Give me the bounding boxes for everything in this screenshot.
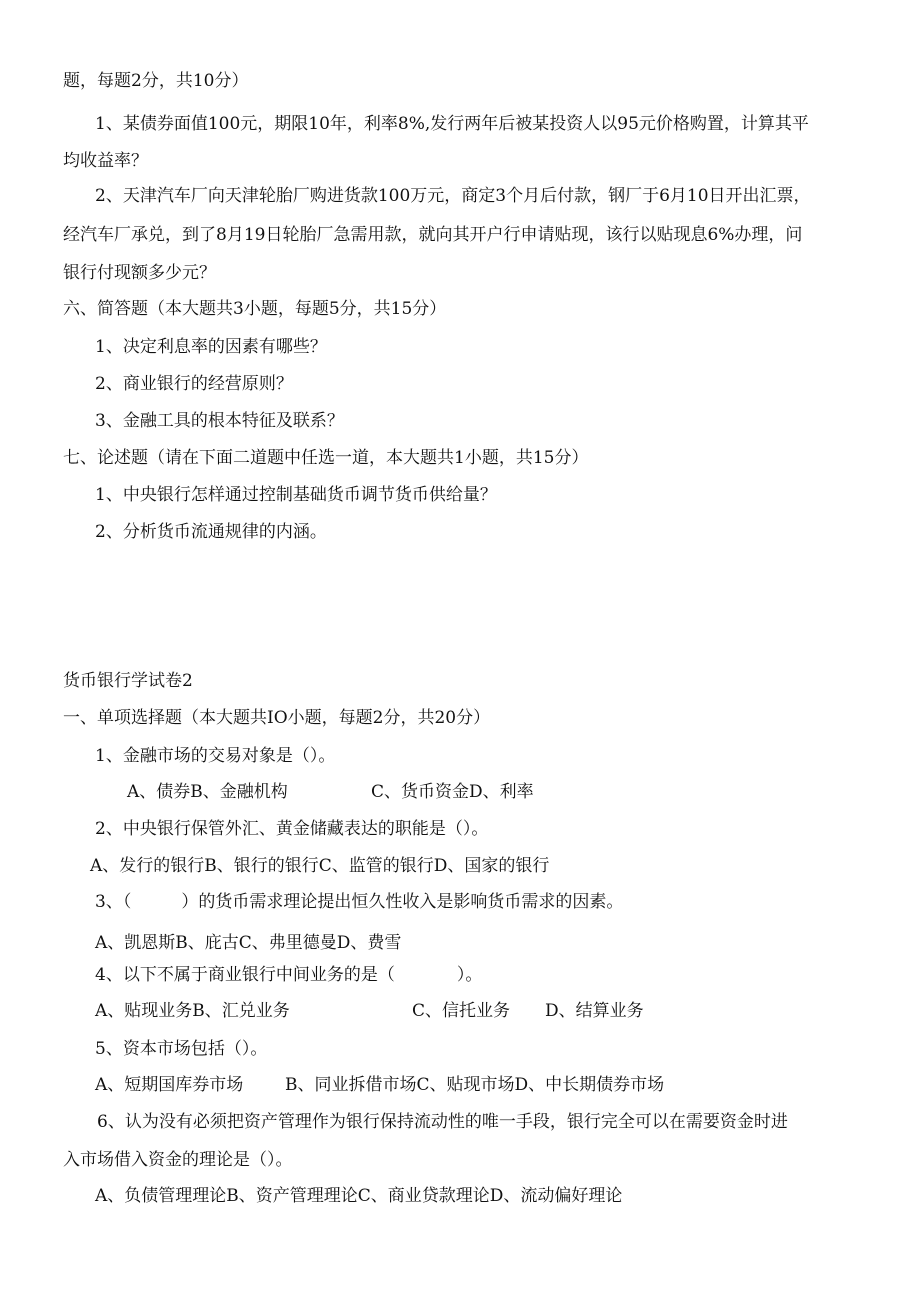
mc-question-4-option-d: D、结算业务 [545, 1001, 644, 1021]
section-6-title: 六、简答题（本大题共3小题，每题5分，共15分） [63, 299, 447, 319]
mc-question-6-line-2: 入市场借入资金的理论是（）。 [63, 1150, 293, 1170]
mc-question-1: 1、金融市场的交易对象是（）。 [95, 746, 336, 766]
mc-question-4-end: ）。 [456, 965, 483, 985]
mc-question-4-options-a-b: A、贴现业务B、汇兑业务 [95, 1001, 290, 1021]
short-answer-question-3: 3、金融工具的根本特征及联系？ [95, 411, 344, 431]
calc-question-1-line-2: 均收益率？ [63, 151, 148, 171]
mc-question-4 [95, 964, 482, 986]
mc-question-2-options: A、发行的银行B、银行的银行C、监管的银行D、国家的银行 [90, 856, 550, 876]
mc-question-3-text: ）的货币需求理论提出恒久性收入是影响货币需求的因素。 [181, 892, 624, 912]
mc-question-5-options-b-d: B、同业拆借市场C、贴现市场D、中长期债券市场 [285, 1075, 665, 1095]
mc-question-6-options: A、负债管理理论B、资产管理理论C、商业贷款理论D、流动偏好理论 [95, 1186, 623, 1206]
continued-section-header: 题，每题2分，共10分） [63, 71, 249, 91]
mc-question-5: 5、资本市场包括（）。 [95, 1039, 268, 1059]
mc-question-5-option-a: A、短期国库券市场 [95, 1075, 244, 1095]
mc-question-1-options-a-b: A、债券B、金融机构 [127, 782, 288, 802]
calc-question-1-line-1: 1、某债券面值100元，期限10年，利率8%,发行两年后被某投资人以95元价格购置，计算其平 [95, 114, 809, 134]
mc-question-2: 2、中央银行保管外汇、黄金储藏表达的职能是（）。 [95, 819, 489, 839]
mc-question-3-options: A、凯恩斯B、庇古C、弗里德曼D、费雪 [95, 933, 402, 953]
paper-2-title: 货币银行学试卷2 [63, 671, 193, 691]
essay-question-1: 1、中央银行怎样通过控制基础货币调节货币供给量？ [95, 485, 497, 505]
section-7-title: 七、论述题（请在下面二道题中任选一道，本大题共1小题，共15分） [63, 448, 589, 468]
calc-question-2-line-2: 经汽车厂承兑，到了8月19日轮胎厂急需用款，就向其开户行申请贴现，该行以贴现息6%办理，问 [63, 225, 803, 245]
calc-question-2-line-1: 2、天津汽车厂向天津轮胎厂购进货款100万元，商定3个月后付款，钢厂于6月10日开出汇票， [95, 186, 811, 206]
mc-question-4-text: 4、以下不属于商业银行中间业务的是（ [95, 965, 395, 985]
mc-question-4-option-c: C、信托业务 [412, 1001, 511, 1021]
mc-question-3-number: 3、（ [95, 892, 132, 912]
mc-question-6-line-1: 6、认为没有必须把资产管理作为银行保持流动性的唯一手段，银行完全可以在需要资金时进 [97, 1112, 788, 1132]
short-answer-question-1: 1、决定利息率的因素有哪些？ [95, 337, 327, 357]
mc-question-1-options-c-d: C、货币资金D、利率 [371, 782, 534, 802]
mc-question-3 [95, 891, 623, 913]
short-answer-question-2: 2、商业银行的经营原则？ [95, 374, 293, 394]
calc-question-2-line-3: 银行付现额多少元？ [63, 263, 216, 283]
essay-question-2: 2、分析货币流通规律的内涵。 [95, 522, 327, 542]
paper-2-section-1-title: 一、单项选择题（本大题共IO小题，每题2分，共20分） [63, 708, 491, 728]
